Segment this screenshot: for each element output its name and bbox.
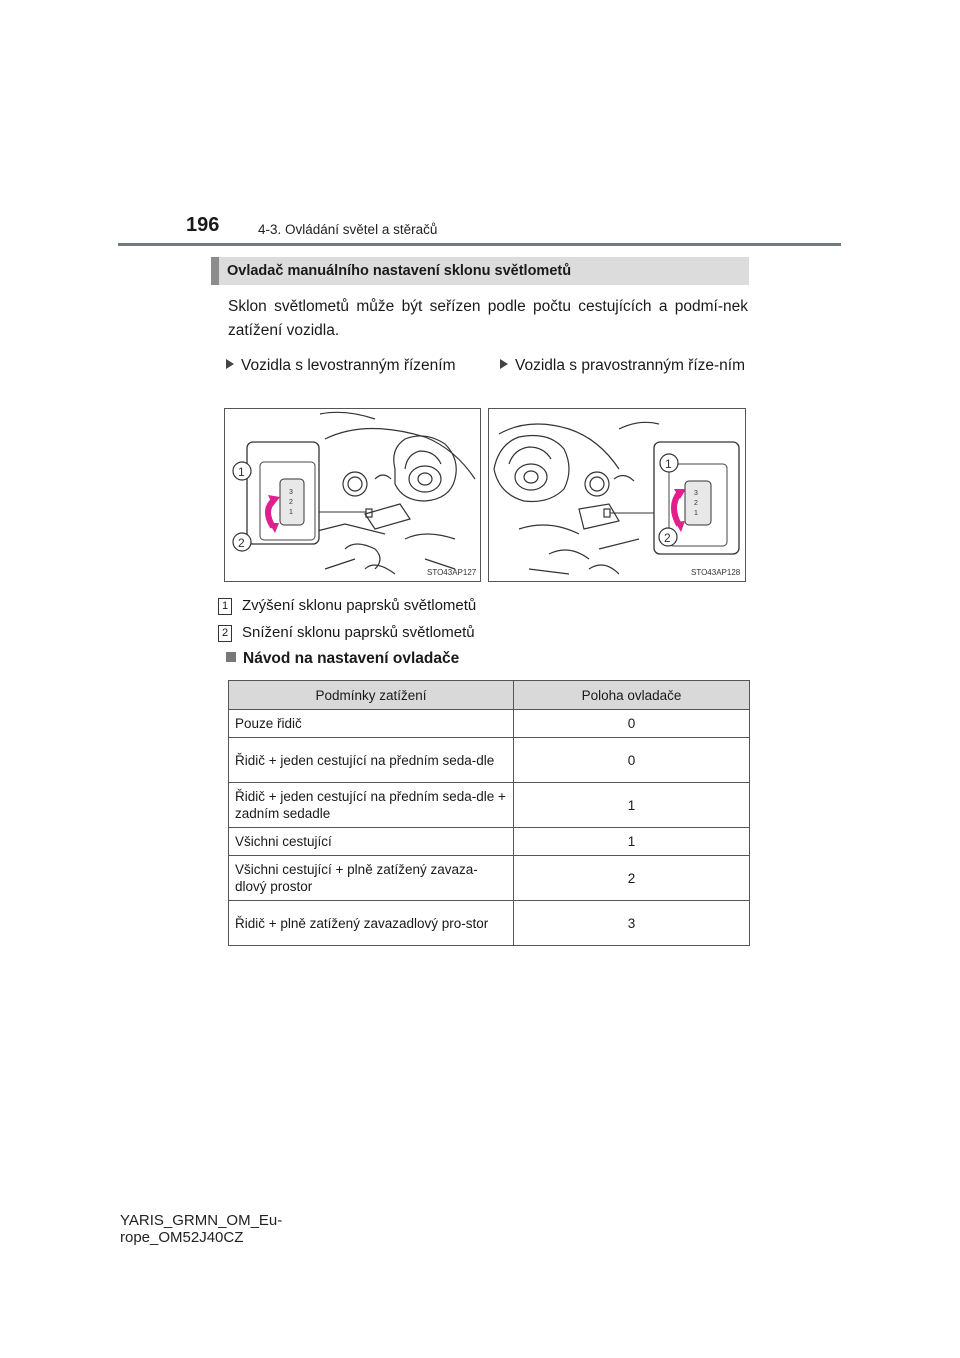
callout-item [218, 597, 476, 615]
dashboard-illustration-rhd [489, 409, 746, 582]
footer-line: rope_OM52J40CZ [120, 1229, 244, 1246]
figure-code: STO43AP127 [427, 568, 477, 577]
breadcrumb: 4-3. Ovládání světel a stěračů [258, 222, 438, 237]
subheading-label: Návod na nastavení ovladače [243, 650, 460, 667]
variant-lhd [226, 354, 476, 378]
footer-line: YARIS_GRMN_OM_Eu- [120, 1212, 283, 1229]
triangle-bullet-icon [500, 359, 508, 369]
table-cell-position: 1 [514, 783, 750, 828]
subheading [226, 650, 459, 668]
variant-lhd-label: Vozidla s levostranným řízením [241, 357, 456, 374]
table-header: Podmínky zatížení [229, 681, 514, 710]
figure-lhd-dashboard [224, 408, 481, 582]
marker-1-label: 1 [665, 457, 672, 471]
dial-label: 2 [289, 499, 293, 506]
table-header: Poloha ovladače [514, 681, 750, 710]
table-row [229, 856, 750, 901]
table-cell-position: 3 [514, 901, 750, 946]
marker-2-label: 2 [664, 531, 671, 545]
table-cell-condition: Řidič + plně zatížený zavazadlový pro-stor [229, 901, 514, 946]
table-row [229, 783, 750, 828]
callout-text: Zvýšení sklonu paprsků světlometů [242, 597, 477, 614]
table-cell-position: 1 [514, 828, 750, 856]
dial-label: 1 [694, 510, 698, 517]
page-number: 196 [186, 214, 220, 236]
table-cell-condition: Všichni cestující + plně zatížený zavaza-dlový prostor [229, 856, 514, 901]
settings-table [228, 680, 750, 946]
header-rule [118, 243, 841, 246]
callout-item [218, 624, 475, 642]
dial-label: 3 [694, 490, 698, 497]
table-row [229, 738, 750, 783]
table-cell-condition: Řidič + jeden cestující na předním seda-dle [229, 738, 514, 783]
marker-2-label: 2 [238, 536, 245, 550]
callout-number: 1 [218, 598, 232, 615]
figure-rhd-dashboard [488, 408, 746, 582]
table-row [229, 710, 750, 738]
callout-number: 2 [218, 625, 232, 642]
table-row [229, 901, 750, 946]
table-cell-condition: Řidič + jeden cestující na předním seda-dle + zadním sedadle [229, 783, 514, 828]
dashboard-illustration-lhd [225, 409, 481, 582]
table-header-row [229, 681, 750, 710]
triangle-bullet-icon [226, 359, 234, 369]
table-cell-position: 0 [514, 738, 750, 783]
dial-label: 2 [694, 500, 698, 507]
marker-1-label: 1 [238, 465, 245, 479]
table-cell-position: 2 [514, 856, 750, 901]
table-cell-position: 0 [514, 710, 750, 738]
table-cell-condition: Všichni cestující [229, 828, 514, 856]
table-row [229, 828, 750, 856]
section-title: Ovladač manuálního nastavení sklonu světlometů [211, 257, 749, 285]
footer-doc-id [120, 1212, 282, 1246]
dial-label: 1 [289, 509, 293, 516]
square-bullet-icon [226, 652, 236, 662]
variant-rhd-label: Vozidla s pravostranným říze-ním [515, 357, 746, 374]
callout-text: Snížení sklonu paprsků světlometů [242, 624, 475, 641]
intro-paragraph: Sklon světlometů může být seřízen podle počtu cestujících a podmí-nek zatížení vozidla. [228, 298, 748, 339]
variant-rhd [500, 354, 748, 378]
dial-label: 3 [289, 489, 293, 496]
figure-code: STO43AP128 [691, 568, 741, 577]
table-cell-condition: Pouze řidič [229, 710, 514, 738]
